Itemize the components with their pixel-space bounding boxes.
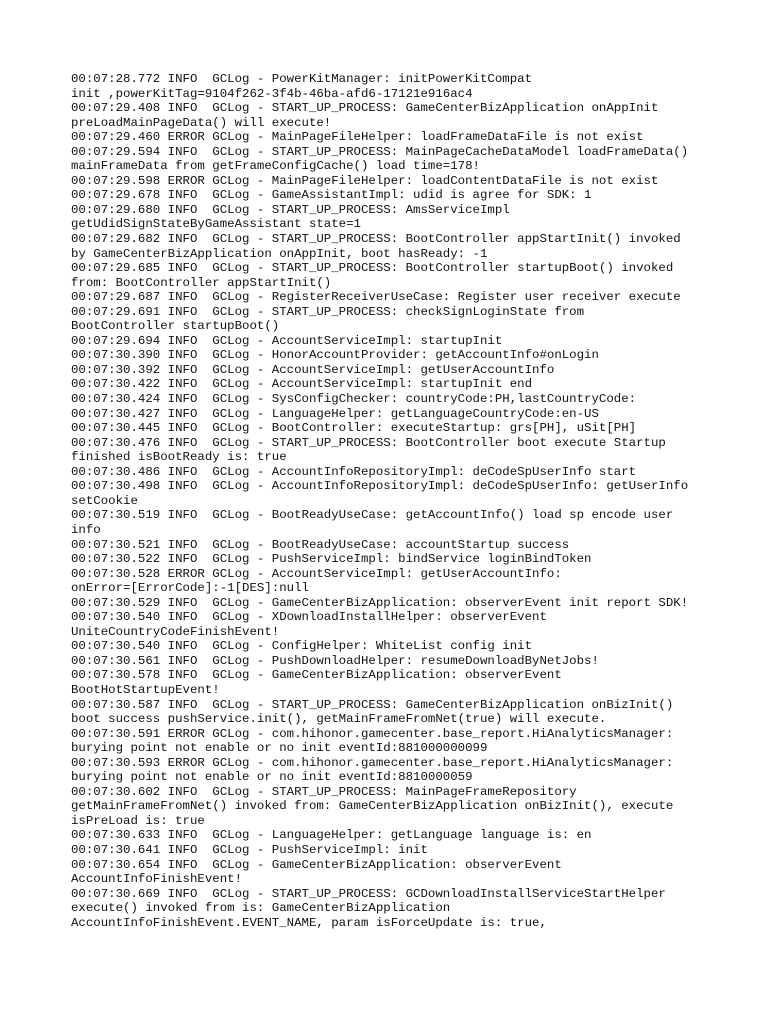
log-line: 00:07:30.669 INFO GCLog - START_UP_PROCESS: GCDownloadInstallServiceStartHelper (71, 886, 666, 901)
log-line: BootHotStartupEvent! (71, 682, 220, 697)
log-line: 00:07:28.772 INFO GCLog - PowerKitManager: initPowerKitCompat (71, 72, 533, 86)
log-line: preLoadMainPageData() will execute! (71, 115, 332, 130)
log-line: getUdidSignStateByGameAssistant state=1 (71, 217, 361, 232)
log-line: 00:07:29.682 INFO GCLog - START_UP_PROCESS: BootController appStartInit() invoked (71, 232, 681, 247)
log-line: 00:07:29.594 INFO GCLog - START_UP_PROCESS: MainPageCacheDataModel loadFrameData() (71, 144, 689, 159)
log-line: onError=[ErrorCode]:-1[DES]:null (71, 581, 309, 596)
log-line: 00:07:30.522 INFO GCLog - PushServiceImpl: bindService loginBindToken (71, 552, 592, 567)
log-line: setCookie (71, 493, 138, 508)
log-line: 00:07:30.540 INFO GCLog - ConfigHelper: WhiteList config init (71, 639, 533, 654)
log-line: 00:07:30.427 INFO GCLog - LanguageHelper: getLanguageCountryCode:en-US (71, 406, 599, 421)
log-line: 00:07:30.591 ERROR GCLog - com.hihonor.gamecenter.base_report.HiAnalyticsManager: (71, 726, 674, 741)
log-line: 00:07:29.598 ERROR GCLog - MainPageFileHelper: loadContentDataFile is not exist (71, 173, 659, 188)
log-line: 00:07:30.641 INFO GCLog - PushServiceImpl: init (71, 842, 428, 857)
log-line: burying point not enable or no init eventId:881000000099 (71, 741, 488, 756)
log-line: 00:07:30.578 INFO GCLog - GameCenterBizApplication: observerEvent (71, 668, 562, 683)
log-line: finished isBootReady is: true (71, 450, 287, 465)
log-document (71, 72, 711, 930)
log-line: 00:07:30.390 INFO GCLog - HonorAccountProvider: getAccountInfo#onLogin (71, 348, 599, 363)
log-line: AccountInfoFinishEvent! (71, 872, 243, 887)
log-line: AccountInfoFinishEvent.EVENT_NAME, param isForceUpdate is: true, (71, 915, 547, 930)
log-line: 00:07:30.540 INFO GCLog - XDownloadInstallHelper: observerEvent (71, 610, 547, 625)
log-line: by GameCenterBizApplication onAppInit, boot hasReady: -1 (71, 246, 488, 261)
log-line: 00:07:29.678 INFO GCLog - GameAssistantImpl: udid is agree for SDK: 1 (71, 188, 592, 203)
log-line: info (71, 522, 101, 537)
log-line: 00:07:30.633 INFO GCLog - LanguageHelper: getLanguage language is: en (71, 828, 592, 843)
log-line: from: BootController appStartInit() (71, 275, 332, 290)
log-line: 00:07:30.528 ERROR GCLog - AccountServiceImpl: getUserAccountInfo: (71, 566, 562, 581)
log-line: BootController startupBoot() (71, 319, 280, 334)
log-line: init ,powerKitTag=9104f262-3f4b-46ba-afd6-17121e916ac4 (71, 86, 473, 101)
log-line: 00:07:30.445 INFO GCLog - BootController: executeStartup: grs[PH], uSit[PH] (71, 421, 637, 436)
log-line: 00:07:30.593 ERROR GCLog - com.hihonor.gamecenter.base_report.HiAnalyticsManager: (71, 755, 674, 770)
log-line: burying point not enable or no init eventId:8810000059 (71, 770, 473, 785)
log-line: boot success pushService.init(), getMainFrameFromNet(true) will execute. (71, 712, 607, 727)
log-line: 00:07:30.654 INFO GCLog - GameCenterBizApplication: observerEvent (71, 857, 562, 872)
log-line: 00:07:30.561 INFO GCLog - PushDownloadHelper: resumeDownloadByNetJobs! (71, 653, 599, 668)
log-line: 00:07:30.486 INFO GCLog - AccountInfoRepositoryImpl: deCodeSpUserInfo start (71, 464, 637, 479)
log-line: 00:07:29.685 INFO GCLog - START_UP_PROCESS: BootController startupBoot() invoked (71, 261, 674, 276)
log-line: mainFrameData from getFrameConfigCache() load time=178! (71, 159, 480, 174)
log-line: 00:07:29.691 INFO GCLog - START_UP_PROCESS: checkSignLoginState from (71, 304, 585, 319)
log-line: getMainFrameFromNet() invoked from: GameCenterBizApplication onBizInit(), execute (71, 799, 674, 814)
log-line: 00:07:30.422 INFO GCLog - AccountServiceImpl: startupInit end (71, 377, 533, 392)
log-line: 00:07:30.602 INFO GCLog - START_UP_PROCESS: MainPageFrameRepository (71, 784, 577, 799)
log-line: 00:07:30.498 INFO GCLog - AccountInfoRepositoryImpl: deCodeSpUserInfo: getUserInfo (71, 479, 689, 494)
log-text-block (71, 72, 711, 930)
log-line: 00:07:30.529 INFO GCLog - GameCenterBizApplication: observerEvent init report SDK! (71, 595, 689, 610)
log-line: isPreLoad is: true (71, 813, 205, 828)
log-line: 00:07:29.460 ERROR GCLog - MainPageFileHelper: loadFrameDataFile is not exist (71, 130, 644, 145)
log-line: 00:07:30.587 INFO GCLog - START_UP_PROCESS: GameCenterBizApplication onBizInit() (71, 697, 674, 712)
log-line: 00:07:30.521 INFO GCLog - BootReadyUseCase: accountStartup success (71, 537, 570, 552)
log-line: 00:07:30.424 INFO GCLog - SysConfigChecker: countryCode:PH,lastCountryCode: (71, 392, 637, 407)
log-line: 00:07:29.694 INFO GCLog - AccountServiceImpl: startupInit (71, 333, 503, 348)
log-line: 00:07:29.687 INFO GCLog - RegisterReceiverUseCase: Register user receiver execute (71, 290, 681, 305)
log-line: 00:07:29.680 INFO GCLog - START_UP_PROCESS: AmsServiceImpl (71, 202, 510, 217)
log-line: 00:07:30.392 INFO GCLog - AccountServiceImpl: getUserAccountInfo (71, 362, 555, 377)
log-line: 00:07:30.519 INFO GCLog - BootReadyUseCase: getAccountInfo() load sp encode user (71, 508, 674, 523)
log-line: 00:07:29.408 INFO GCLog - START_UP_PROCESS: GameCenterBizApplication onAppInit (71, 101, 659, 116)
log-line: 00:07:30.476 INFO GCLog - START_UP_PROCESS: BootController boot execute Startup (71, 435, 666, 450)
log-line: UniteCountryCodeFinishEvent! (71, 624, 280, 639)
log-line: execute() invoked from is: GameCenterBizApplication (71, 901, 451, 916)
